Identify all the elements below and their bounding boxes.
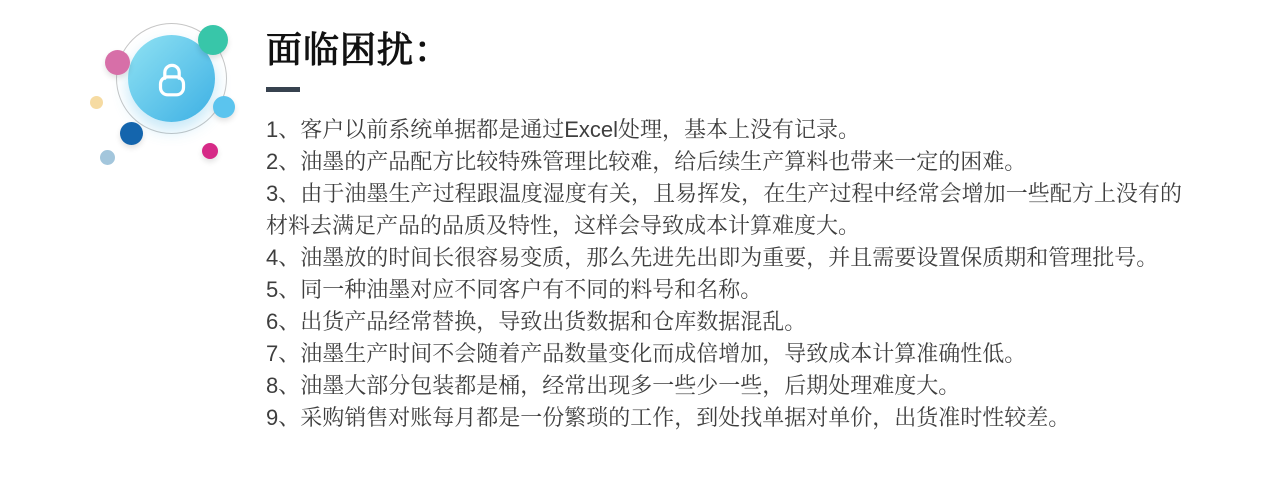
list-item: 7、油墨生产时间不会随着产品数量变化而成倍增加，导致成本计算准确性低。 [266, 341, 1027, 367]
list-item: 4、油墨放的时间长很容易变质，那么先进先出即为重要，并且需要设置保质期和管理批号。 [266, 245, 1159, 271]
issue-list [266, 114, 1182, 434]
list-item: 6、出货产品经常替换，导致出货数据和仓库数据混乱。 [266, 309, 807, 335]
sky-dot-icon [213, 96, 235, 118]
cream-dot-icon [90, 96, 103, 109]
content-area [266, 28, 1186, 434]
magenta-dot-icon [202, 143, 218, 159]
list-item: 5、同一种油墨对应不同客户有不同的料号和名称。 [266, 277, 763, 303]
list-item: 2、油墨的产品配方比较特殊管理比较难，给后续生产算料也带来一定的困难。 [266, 149, 1027, 175]
list-item: 1、客户以前系统单据都是通过Excel处理，基本上没有记录。 [266, 117, 861, 143]
pink-dot-icon [105, 50, 130, 75]
navy-dot-icon [120, 122, 143, 145]
lock-icon [149, 56, 195, 102]
page-title: 面临困扰： [266, 29, 452, 70]
list-item: 9、采购销售对账每月都是一份繁琐的工作，到处找单据对单价，出货准时性较差。 [266, 405, 1071, 431]
teal-dot-icon [198, 25, 228, 55]
pale-blue-dot-icon [100, 150, 115, 165]
list-item: 8、油墨大部分包装都是桶，经常出现多一些少一些，后期处理难度大。 [266, 373, 961, 399]
lock-badge [0, 0, 260, 190]
title-accent-dash [266, 87, 300, 92]
list-item: 3、由于油墨生产过程跟温度湿度有关，且易挥发，在生产过程中经常会增加一些配方上没有的材料去满足产品的品质及特性，这样会导致成本计算难度大。 [266, 181, 1182, 239]
